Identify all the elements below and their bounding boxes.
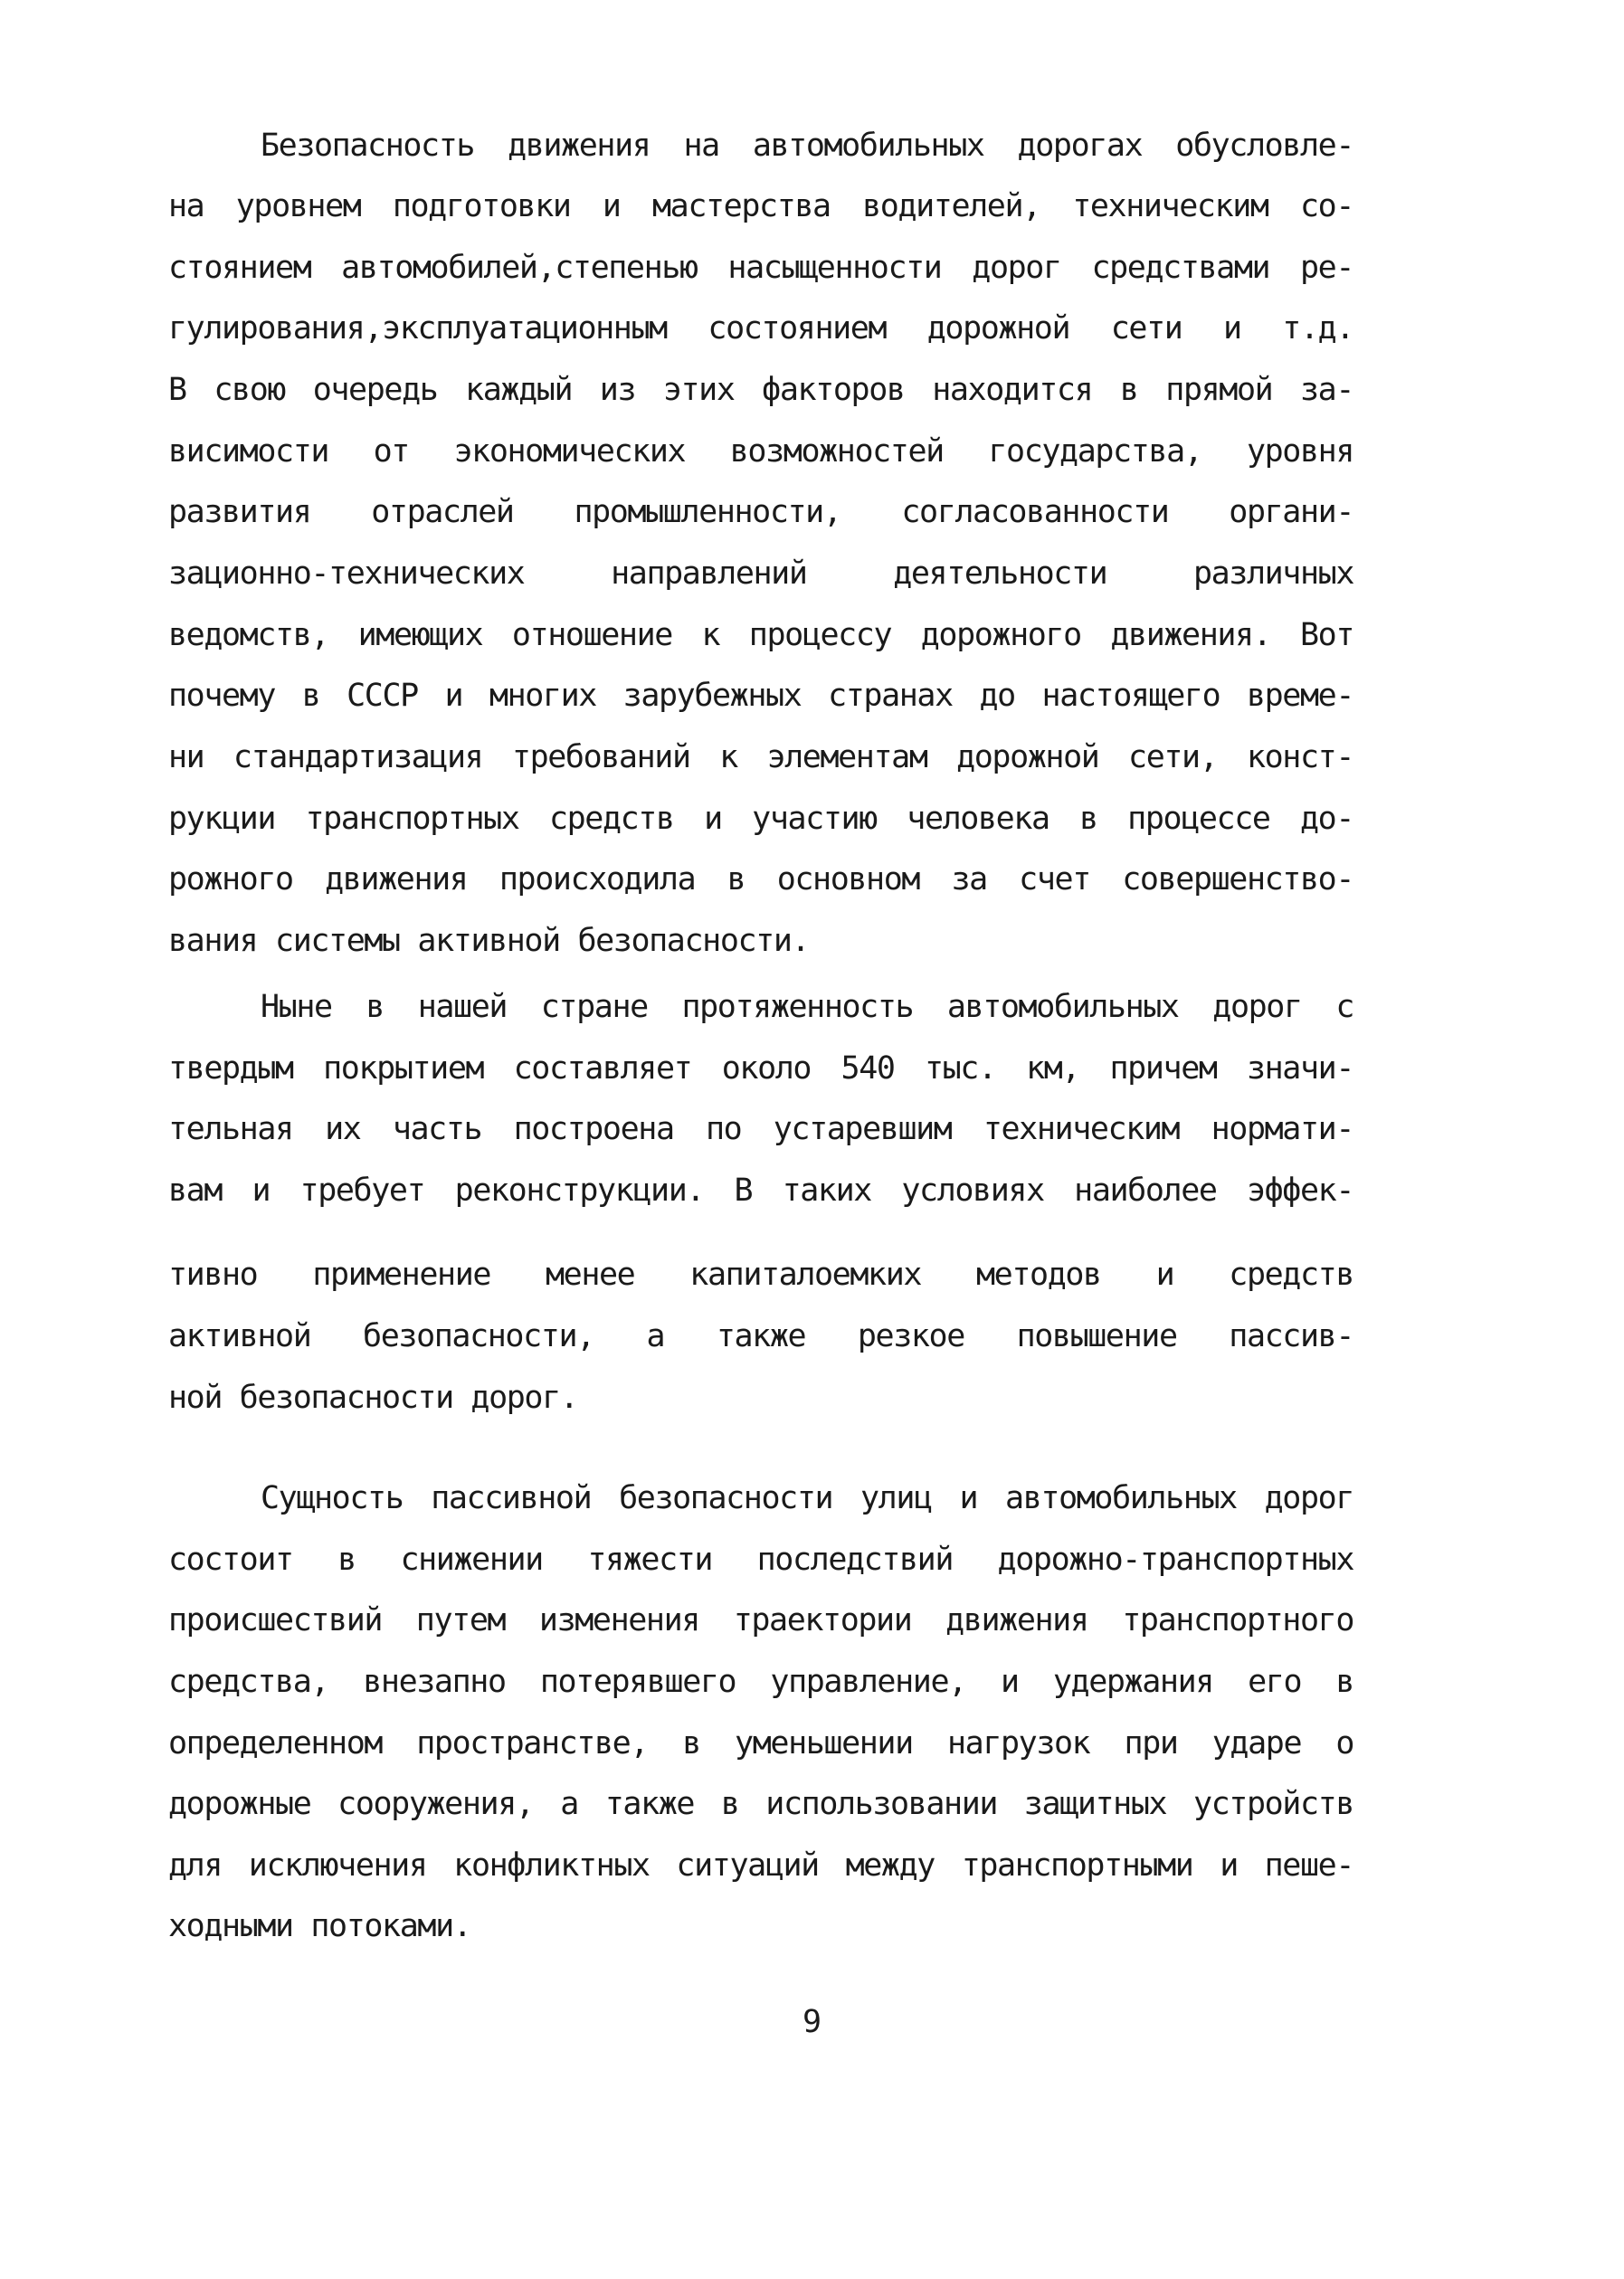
text-line: В свою очередь каждый из этих факторов находится в прямой за- [168, 372, 1353, 408]
text-line: твердым покрытием составляет около 540 тыс. км, причем значи- [168, 1050, 1353, 1087]
text-line: тельная их часть построена по устаревшим техническим нормати- [168, 1111, 1353, 1147]
text-line: Безопасность движения на автомобильных дорогах обусловле- [261, 128, 1353, 164]
text-line: дорожные сооружения, а также в использовании защитных устройств [168, 1786, 1353, 1822]
text-line: на уровнем подготовки и мастерства водителей, техническим со- [168, 188, 1353, 224]
text-line: ни стандартизация требований к элементам дорожной сети, конст- [168, 739, 1353, 775]
text-line: гулирования,эксплуатационным состоянием дорожной сети и т.д. [168, 310, 1353, 347]
text-line: происшествий путем изменения траектории движения транспортного [168, 1602, 1353, 1638]
text-line: рожного движения происходила в основном за счет совершенство- [168, 861, 1353, 897]
text-line: почему в СССР и многих зарубежных странах до настоящего време- [168, 678, 1353, 714]
text-line: зационно-технических направлений деятельности различных [168, 556, 1353, 592]
text-line: Сущность пассивной безопасности улиц и автомобильных дорог [261, 1480, 1353, 1516]
page-number: 9 [802, 2004, 822, 2040]
text-line: активной безопасности, а также резкое повышение пассив- [168, 1318, 1353, 1354]
text-line: вания системы активной безопасности. [168, 923, 810, 959]
text-line: Ныне в нашей стране протяженность автомобильных дорог с [261, 989, 1353, 1025]
text-line: определенном пространстве, в уменьшении нагрузок при ударе о [168, 1725, 1353, 1761]
text-line: вам и требует реконструкции. В таких условиях наиболее эффек- [168, 1173, 1353, 1209]
text-line: ходными потоками. [168, 1908, 471, 1944]
text-line: тивно применение менее капиталоемких методов и средств [168, 1257, 1353, 1293]
text-line: ной безопасности дорог. [168, 1380, 578, 1416]
text-line: стоянием автомобилей,степенью насыщенности дорог средствами ре- [168, 250, 1353, 286]
text-line: для исключения конфликтных ситуаций между транспортными и пеше- [168, 1847, 1353, 1884]
text-line: средства, внезапно потерявшего управление, и удержания его в [168, 1664, 1353, 1700]
text-line: рукции транспортных средств и участию человека в процессе до- [168, 801, 1353, 837]
text-line: развития отраслей промышленности, согласованности органи- [168, 494, 1353, 530]
text-line: состоит в снижении тяжести последствий дорожно-транспортных [168, 1542, 1353, 1578]
text-line: ведомств, имеющих отношение к процессу дорожного движения. Вот [168, 617, 1353, 653]
text-line: висимости от экономических возможностей государства, уровня [168, 433, 1353, 470]
